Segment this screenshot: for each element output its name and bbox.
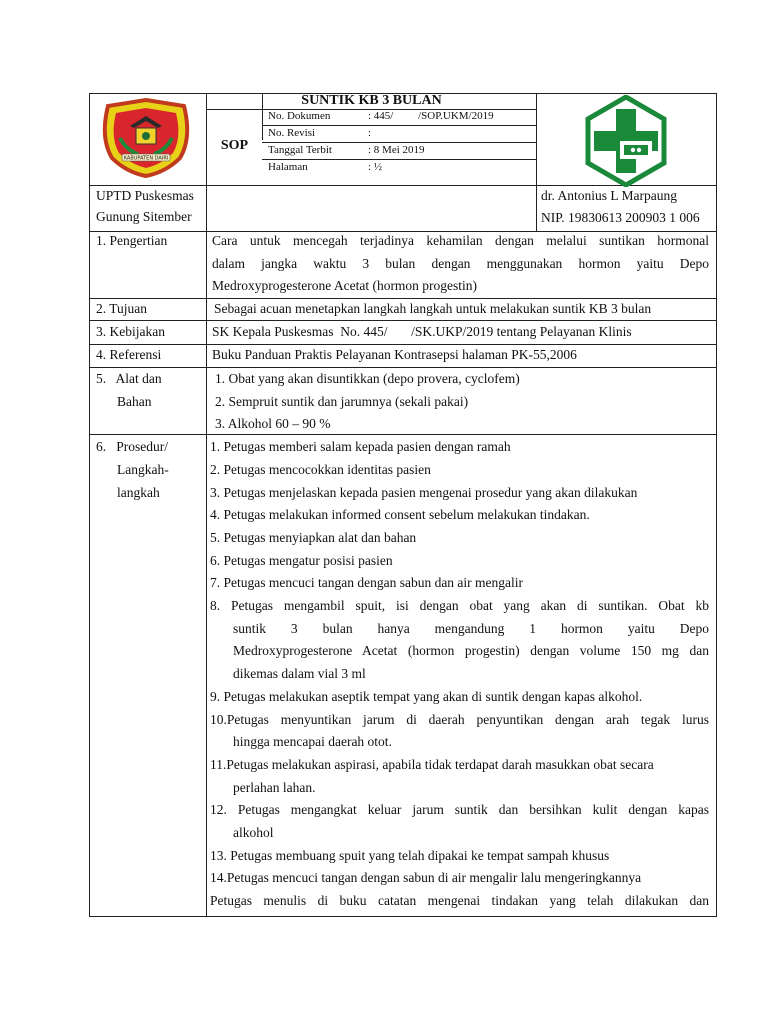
procedure-step-8-line: dikemas dalam vial 3 ml (233, 666, 366, 681)
section-label-alat: 5. Alat dan (96, 371, 162, 386)
signer-name: dr. Antonius L Marpaung (541, 188, 677, 203)
referensi-text: Buku Panduan Praktis Pelayanan Kontrasepsi halaman PK-55,2006 (212, 347, 577, 362)
meta-value-tanggal-terbit: : 8 Mei 2019 (368, 144, 425, 156)
alat-item: 1. Obat yang akan disuntikkan (depo provera, cyclofem) (215, 371, 520, 386)
document-title: SUNTIK KB 3 BULAN (301, 93, 442, 108)
alat-item: 3. Alkohol 60 – 90 % (215, 416, 331, 431)
procedure-step: 6. Petugas mengatur posisi pasien (210, 553, 393, 568)
sop-label: SOP (220, 138, 249, 153)
procedure-step-12-line: 12. Petugas mengangkat keluar jarum suntik dan bersihkan kulit dengan kapas (210, 802, 709, 817)
procedure-step: 14.Petugas mencuci tangan dengan sabun di air mengalir lalu mengeringkannya (210, 870, 642, 885)
signer-nip: NIP. 19830613 200903 1 006 (541, 210, 700, 225)
section-label-kebijakan: 3. Kebijakan (96, 324, 165, 339)
procedure-step-8-line: suntik 3 bulan hanya mengandung 1 hormon yaitu Depo (233, 621, 709, 636)
procedure-step-8-line: Medroxyprogesterone Acetat (hormon progestin) dengan volume 150 mg dan (233, 643, 709, 658)
procedure-step: 9. Petugas melakukan aseptik tempat yang akan di suntik dengan kapas alkohol. (210, 689, 643, 704)
section-label-langkah: Langkah- (117, 462, 169, 477)
pengertian-line: Medroxyprogesterone Acetat (hormon progestin) (212, 278, 478, 293)
section-label-bahan: Bahan (117, 394, 152, 409)
procedure-step-10-line: hingga mencapai daerah otot. (233, 734, 392, 749)
org-name-line2: Gunung Sitember (96, 209, 192, 224)
svg-text:KABUPATEN DAIRI: KABUPATEN DAIRI (123, 155, 169, 162)
procedure-step-10-line: 10.Petugas menyuntikan jarum di daerah penyuntikan dengan arah tegak lurus (210, 712, 709, 727)
procedure-step: 5. Petugas menyiapkan alat dan bahan (210, 530, 417, 545)
procedure-step-8-line: 8. Petugas mengambil spuit, isi dengan obat yang akan di suntikan. Obat kb (210, 598, 709, 613)
meta-label-tanggal-terbit: Tanggal Terbit (268, 144, 332, 156)
alat-item: 2. Sempruit suntik dan jarumnya (sekali pakai) (215, 394, 469, 409)
procedure-step: 2. Petugas mencocokkan identitas pasien (210, 462, 431, 477)
tujuan-text: Sebagai acuan menetapkan langkah langkah untuk melakukan suntik KB 3 bulan (214, 301, 652, 316)
procedure-step: Petugas menulis di buku catatan mengenai tindakan yang telah dilakukan dan (210, 893, 709, 908)
section-label-prosedur: 6. Prosedur/ (96, 439, 168, 454)
meta-value-no-dokumen: : 445/ /SOP.UKM/2019 (368, 110, 494, 122)
procedure-step: 1. Petugas memberi salam kepada pasien dengan ramah (210, 439, 511, 454)
section-label-langkah-2: langkah (117, 485, 160, 500)
meta-value-no-revisi: : (368, 127, 372, 139)
regency-emblem-logo (96, 98, 196, 178)
meta-label-no-dokumen: No. Dokumen (268, 110, 331, 122)
org-name-line1: UPTD Puskesmas (96, 188, 194, 203)
procedure-step: 4. Petugas melakukan informed consent sebelum melakukan tindakan. (210, 507, 590, 522)
procedure-step-12-line: alkohol (233, 825, 274, 840)
pengertian-line: dalam jangka waktu 3 bulan dengan menggunakan hormon yaitu Depo (212, 256, 709, 271)
procedure-step-11-line: 11.Petugas melakukan aspirasi, apabila tidak terdapat darah masukkan obat secara (210, 757, 654, 772)
meta-label-no-revisi: No. Revisi (268, 127, 316, 139)
procedure-step-11-line: perlahan lahan. (233, 780, 316, 795)
section-label-referensi: 4. Referensi (96, 347, 162, 362)
pengertian-line: Cara untuk mencegah terjadinya kehamilan dengan melalui suntikan hormonal (212, 233, 709, 248)
meta-value-halaman: : ½ (368, 161, 383, 173)
procedure-step: 3. Petugas menjelaskan kepada pasien mengenai prosedur yang akan dilakukan (210, 485, 638, 500)
meta-label-halaman: Halaman (268, 161, 308, 173)
kebijakan-text: SK Kepala Puskesmas No. 445/ /SK.UKP/2019 tentang Pelayanan Klinis (212, 324, 632, 339)
section-label-tujuan: 2. Tujuan (96, 301, 148, 316)
procedure-step: 13. Petugas membuang spuit yang telah dipakai ke tempat sampah khusus (210, 848, 610, 863)
procedure-step: 7. Petugas mencuci tangan dengan sabun dan air mengalir (210, 575, 524, 590)
section-label-pengertian: 1. Pengertian (96, 233, 168, 248)
puskesmas-logo (580, 95, 672, 187)
